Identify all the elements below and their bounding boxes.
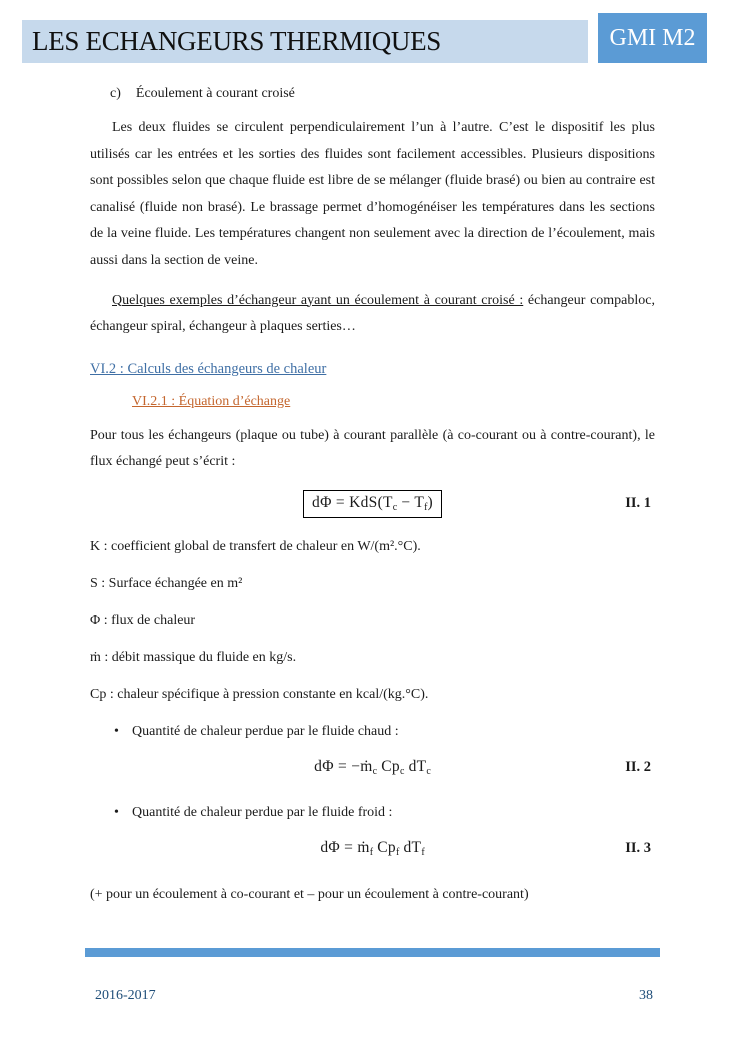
definition-phi: Φ : flux de chaleur bbox=[90, 612, 196, 628]
footer-divider-bar bbox=[85, 948, 660, 957]
equation-3: dΦ = ṁ$_f$ $Cp_f$ $dT_f$ bbox=[320, 839, 425, 859]
equation-row-2 bbox=[90, 752, 655, 784]
section-heading-vi2: VI.2 : Calculs des échangeurs de chaleur bbox=[90, 360, 327, 377]
equation-row-1 bbox=[90, 488, 655, 520]
paragraph-examples-rest: échangeur compabloc, échangeur spiral, échangeur à plaques serties… bbox=[90, 292, 655, 335]
list-marker: c) bbox=[110, 86, 121, 101]
equation-2: dΦ = −ṁ$_c$ $Cp_c$ $dT_c$ bbox=[314, 758, 431, 778]
definition-mdot: ṁ : débit massique du fluide en kg/s. bbox=[90, 649, 297, 665]
paragraph-examples-underlined: Quelques exemples d’échangeur ayant un écoulement à courant croisé : bbox=[112, 292, 524, 308]
course-badge-label: GMI M2 bbox=[609, 24, 696, 51]
course-badge bbox=[598, 13, 707, 63]
equation-1-label: II. 1 bbox=[625, 495, 651, 512]
paragraph-cross-flow: Les deux fluides se circulent perpendiculairement l’un à l’autre. C’est le dispositif les plus utilisés car les entrées et les sorties des fluides sont facilement accessibles. Plusieurs dispositions sont possibles selon que chaque fluide est libre de se mélanger (fluide brasé) ou bien au contraire est canalisé (fluide non brasé). Le brassage permet d’homogénéiser les températures dans les sections de la veine fluide. Les températures changent non seulement avec la direction de l’écoulement, mais aussi dans la section de veine. bbox=[90, 120, 655, 268]
footer-page-number: 38 bbox=[639, 988, 653, 1003]
document-body bbox=[90, 86, 655, 903]
subsection-heading-vi21: VI.2.1 : Équation d’échange bbox=[132, 393, 291, 409]
closing-note: (+ pour un écoulement à co-courant et – pour un écoulement à contre-courant) bbox=[90, 886, 529, 902]
definition-cp: Cp : chaleur spécifique à pression constante en kcal/(kg.°C). bbox=[90, 686, 429, 702]
equation-1: $d\Phi = KdS(T_c - T_f)$ bbox=[303, 490, 442, 518]
equation-row-3 bbox=[90, 833, 655, 865]
document-title: LES ECHANGEURS THERMIQUES bbox=[32, 26, 442, 56]
definition-s: S : Surface échangée en m² bbox=[90, 575, 243, 591]
equation-2-label: II. 2 bbox=[625, 759, 651, 776]
equation-3-label: II. 3 bbox=[625, 840, 651, 857]
footer-year: 2016-2017 bbox=[95, 988, 156, 1003]
bullet-item-cold-fluid bbox=[90, 805, 655, 821]
bullet-item-label: Quantité de chaleur perdue par le fluide chaud : bbox=[132, 723, 399, 739]
header-banner bbox=[22, 20, 588, 63]
bullet-item-hot-fluid bbox=[90, 724, 655, 740]
paragraph-flux: Pour tous les échangeurs (plaque ou tube) à courant parallèle (à co-courant ou à contre-courant), le flux échangé peut s’écrit : bbox=[90, 427, 655, 470]
definition-k: K : coefficient global de transfert de chaleur en W/(m².°C). bbox=[90, 538, 421, 554]
list-heading-label: Écoulement à courant croisé bbox=[135, 86, 295, 101]
bullet-icon: • bbox=[114, 804, 119, 820]
bullet-icon: • bbox=[114, 723, 119, 739]
list-heading-c bbox=[90, 86, 655, 102]
bullet-item-label: Quantité de chaleur perdue par le fluide froid : bbox=[132, 804, 393, 820]
paragraph-examples bbox=[90, 288, 655, 341]
